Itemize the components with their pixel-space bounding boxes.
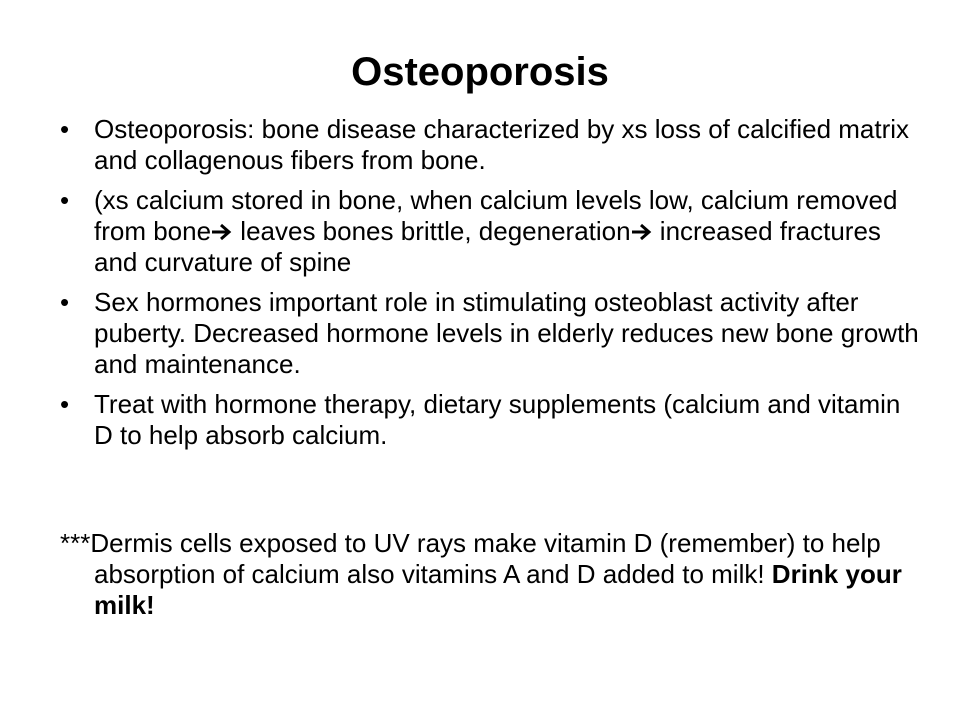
bullet-item (60, 185, 920, 278)
right-arrow-icon (211, 223, 233, 241)
slide-title: Osteoporosis (351, 50, 609, 94)
bullet-text: Treat with hormone therapy, dietary supplements (calcium and vitamin D to help absorb calcium. (94, 389, 901, 450)
bullet-glyph: • (60, 389, 70, 419)
bullet-text: increased fractures and curvature of spine (94, 216, 881, 277)
bullet-glyph: • (60, 287, 70, 317)
note-emphasis: Drink your milk! (94, 559, 902, 620)
bullet-text: leaves bones brittle, degeneration (233, 216, 631, 246)
bullet-text: Osteoporosis: bone disease characterized by xs loss of calcified matrix and collagenous fibers from bone. (94, 114, 910, 175)
right-arrow-icon (631, 223, 653, 241)
note-text: ***Dermis cells exposed to UV rays make vitamin D (remember) to help absorption of calcium also vitamins A and D added to milk! (60, 528, 881, 589)
footer-note (60, 528, 920, 621)
bullet-item (60, 287, 920, 380)
bullet-text: Sex hormones important role in stimulating osteoblast activity after puberty. Decreased hormone levels in elderly reduces new bone growth and maintenance. (94, 287, 919, 379)
bullet-glyph: • (60, 114, 70, 144)
bullet-item (60, 114, 920, 176)
bullet-glyph: • (60, 185, 70, 215)
bullet-item (60, 389, 920, 451)
bullet-list (60, 114, 920, 460)
bullet-text: (xs calcium stored in bone, when calcium levels low, calcium removed from bone (94, 185, 898, 246)
